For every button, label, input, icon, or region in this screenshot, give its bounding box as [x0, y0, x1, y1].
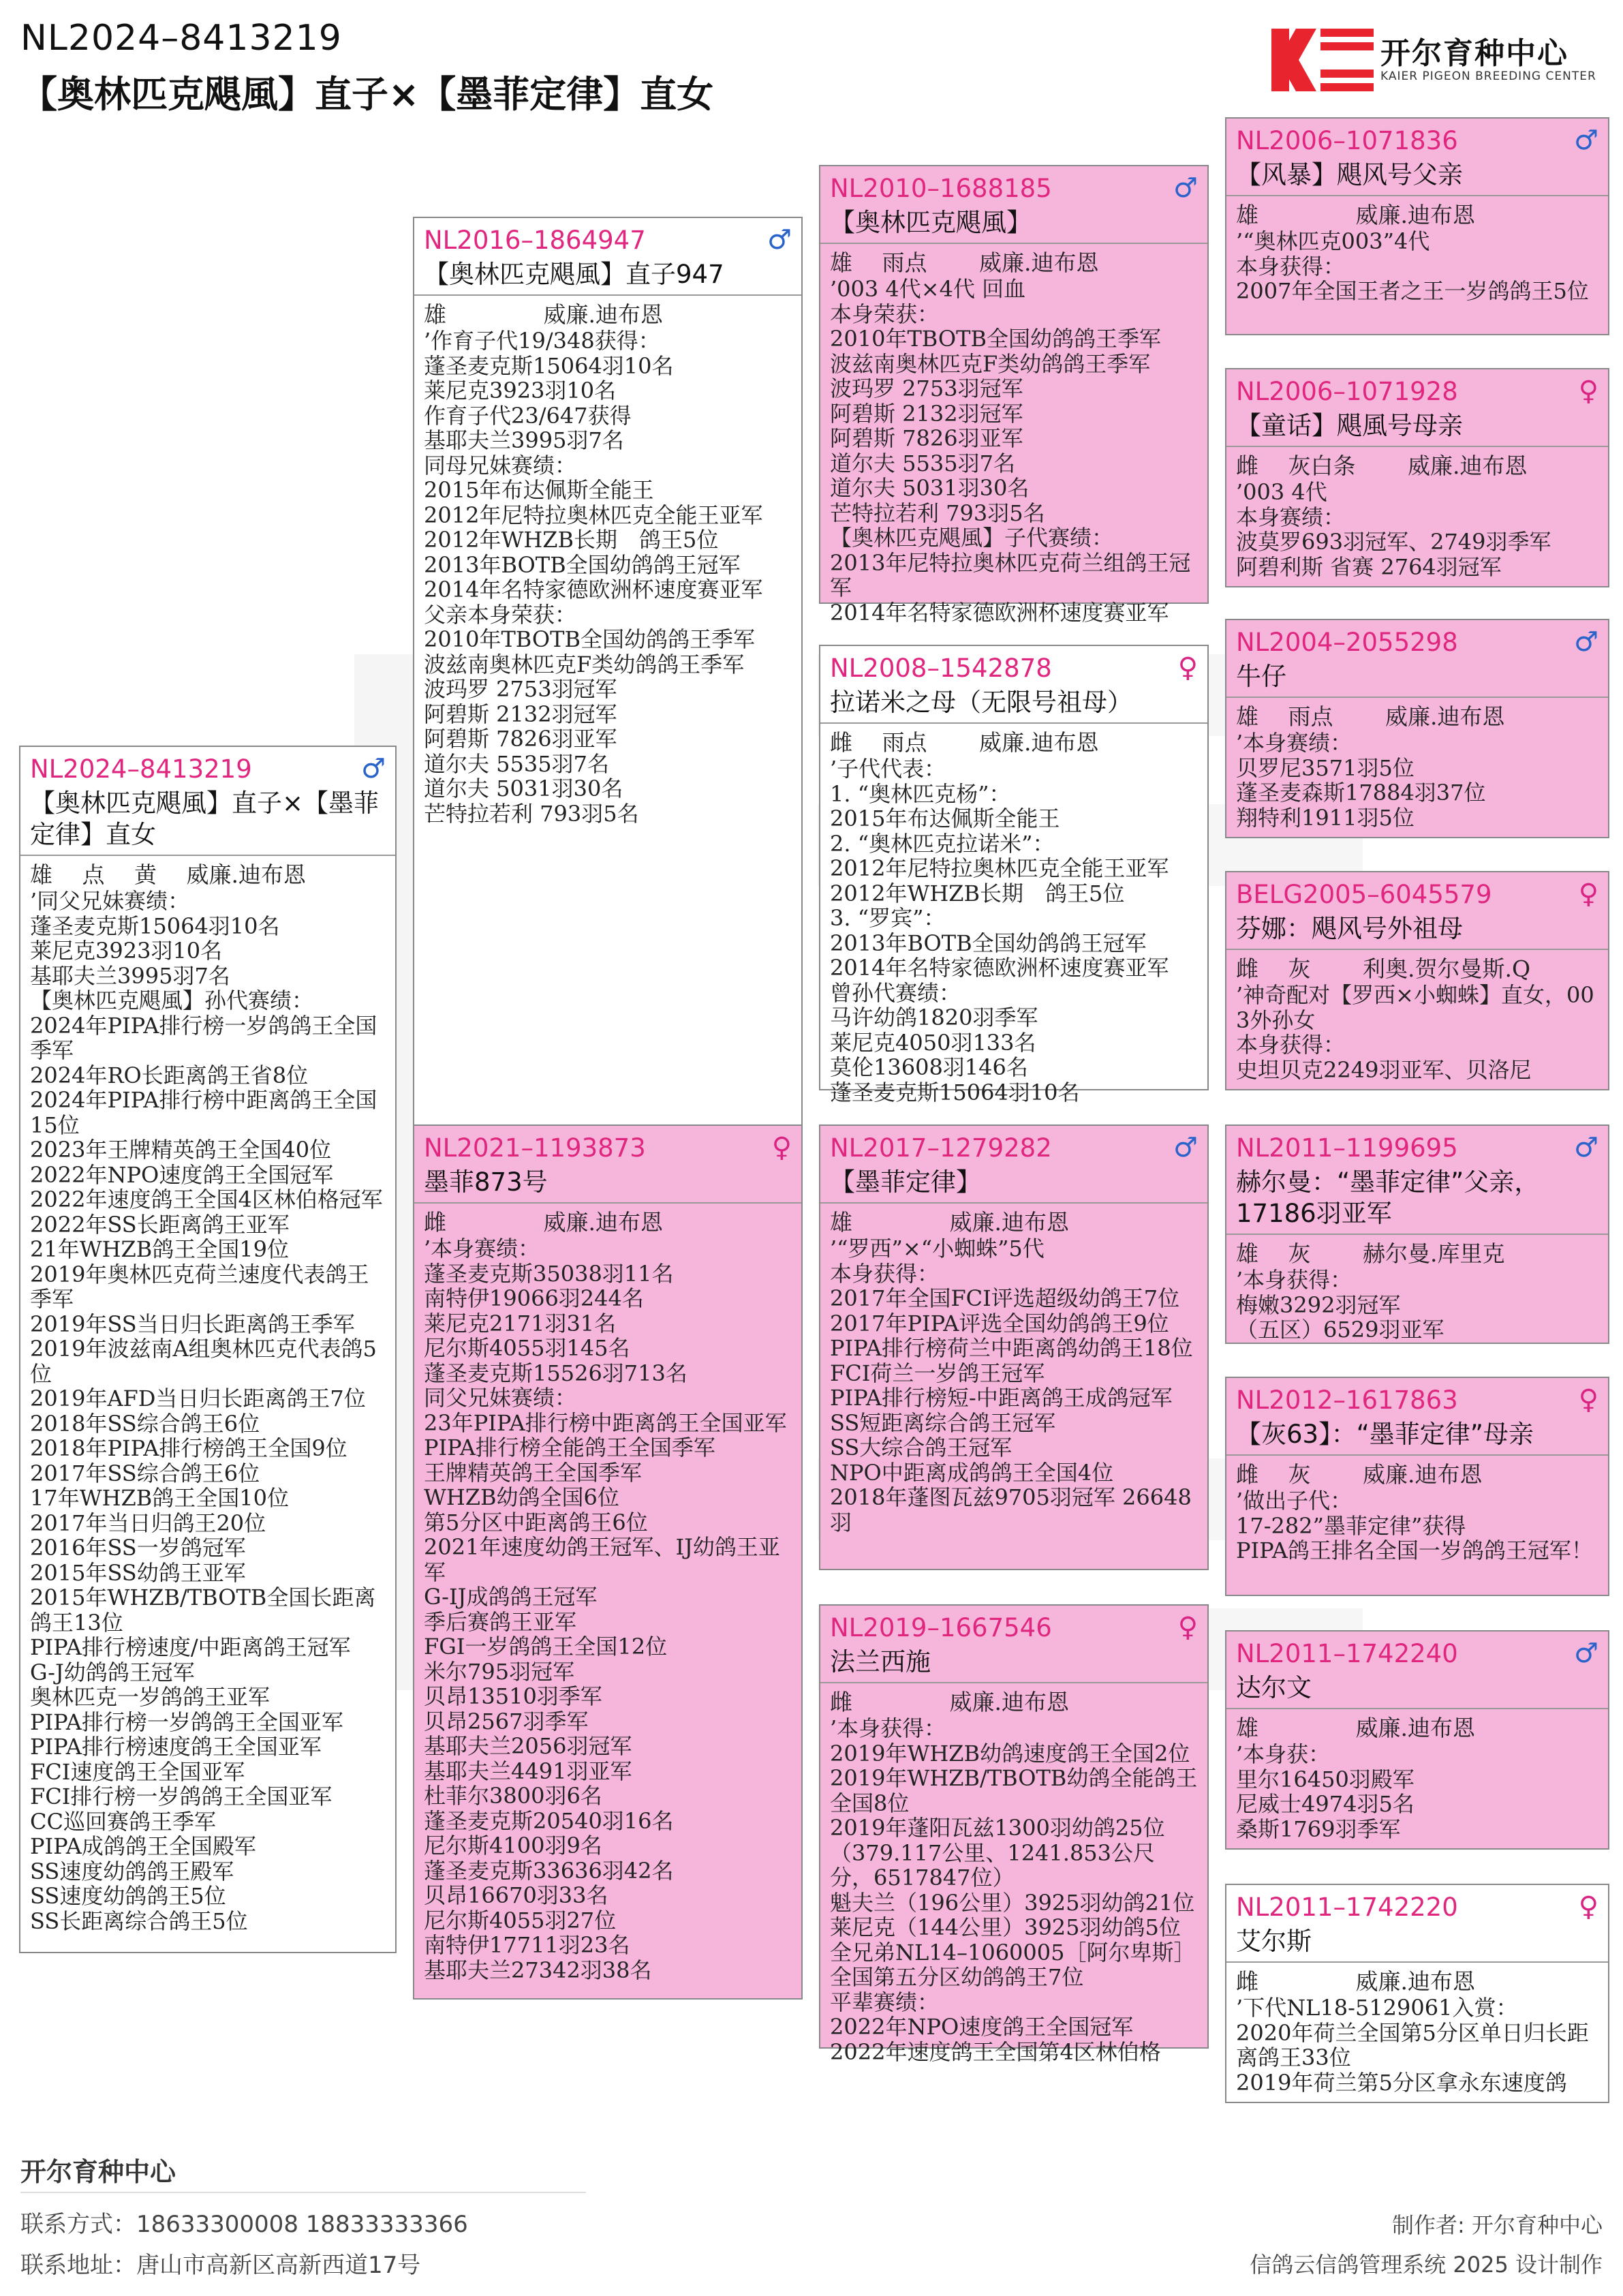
achievement-line: 2014年名特家德欧洲杯速度赛亚军 [830, 955, 1169, 981]
card-sire [413, 217, 803, 1167]
dsd-ring: NL2012–1617863 [1236, 1386, 1458, 1415]
footer-system: 信鸽云信鸽管理系统 2025 设计制作 [1250, 2252, 1603, 2278]
achievement-line: 基耶夫兰27342羽38名 [424, 1957, 652, 1983]
achievement-line: ’本身赛绩： [1236, 730, 1352, 756]
ssd-achievements [1226, 478, 1608, 585]
achievement-line: 2016年SS一岁鸽冠军 [30, 1535, 246, 1561]
achievement-line: 17-282”墨菲定律”获得 [1236, 1512, 1466, 1539]
achievement-line: FCI速度鸽王全国亚军 [30, 1758, 245, 1785]
achievement-line: 2014年名特家德欧洲杯速度赛亚军 [830, 599, 1169, 626]
achievement-line: 本身荣获： [830, 301, 940, 327]
achievement-line: 2022年SS长距离鸽王亚军 [30, 1211, 290, 1238]
ddd-name: 艾尔斯 [1236, 1927, 1312, 1956]
achievement-line: 蓬圣麦森斯17884羽37位 [1236, 780, 1486, 806]
achievement-line: 蓬圣麦克斯35038羽11名 [424, 1260, 674, 1287]
achievement-line: ’本身赛绩： [424, 1236, 540, 1261]
footer-contact [20, 2205, 468, 2239]
achievement-line: 尼威士4974羽5名 [1236, 1791, 1415, 1817]
ssd-name: 【童话】飓風号母亲 [1236, 411, 1463, 440]
achievement-line: ’003 4代 [1236, 479, 1327, 505]
achievement-line: PIPA排行榜短-中距离鸽王成鸽冠军 [830, 1385, 1173, 1411]
achievement-line: 2018年SS综合鸽王6位 [30, 1410, 260, 1437]
subject-meta: 雄 点 黄 威廉.迪布恩 [30, 861, 306, 888]
male-symbol-icon: ♂ [1173, 1132, 1198, 1163]
achievement-line: 莱尼克4050羽133名 [830, 1029, 1036, 1056]
achievement-line: 阿碧利斯 省赛 2764羽冠军 [1236, 553, 1502, 580]
sd-ring: NL2008–1542878 [830, 654, 1052, 683]
sss-ring: NL2006–1071836 [1236, 126, 1458, 155]
sss-name: 【风暴】飓风号父亲 [1236, 160, 1463, 189]
dam-ring: NL2021–1193873 [424, 1133, 646, 1163]
achievement-line: 2012年WHZB长期 鸽王5位 [424, 527, 719, 553]
achievement-line: 2022年NPO速度鸽王全国冠军 [830, 2014, 1134, 2040]
card-dam-dam [819, 1604, 1209, 2065]
achievement-line: 奥林匹克一岁鸽鸽王亚军 [30, 1684, 270, 1710]
footer-maker: 制作者: 开尔育种中心 [1392, 2212, 1603, 2238]
achievement-line: 2019年蓬阳瓦兹1300羽幼鸽25位（379.117公里、1241.853公尺分，6517847位） [830, 1815, 1165, 1891]
ss-name: 【奥林匹克飓風】 [830, 208, 1032, 237]
pedigree-title: 【奥林匹克飓風】直子×【墨菲定律】直女 [20, 73, 714, 116]
dss-ring: NL2011–1199695 [1236, 1133, 1458, 1163]
achievement-line: 2014年名特家德欧洲杯速度赛亚军 [424, 577, 763, 602]
achievement-line: 尼尔斯4100羽9名 [424, 1833, 602, 1858]
achievement-line: 本身获得： [1236, 253, 1346, 279]
achievement-line: 贝昂13510羽季军 [424, 1683, 602, 1709]
achievement-line: ’本身获得： [1236, 1267, 1352, 1293]
card-sds [1225, 619, 1609, 838]
achievement-line: ’作育子代19/348获得： [424, 328, 660, 354]
achievement-line: （五区）6529羽亚军 [1236, 1317, 1444, 1343]
pedigree-ring-number: NL2024–8413219 [20, 18, 342, 59]
ss-meta: 雄 雨点 威廉.迪布恩 [830, 249, 1099, 276]
sdd-meta: 雌 灰 利奥.贺尔曼斯.Q [1236, 955, 1531, 982]
achievement-line: 2019年WHZB/TBOTB幼鸽全能鸽王全国8位 [830, 1765, 1198, 1816]
card-sss [1225, 117, 1609, 335]
achievement-line: 蓬圣麦克斯15064羽10名 [830, 1079, 1080, 1105]
achievement-line: 阿碧斯 2132羽冠军 [424, 701, 617, 727]
achievement-line: 阿碧斯 7826羽亚军 [830, 425, 1023, 451]
achievement-line: 全兄弟NL14–1060005［阿尔卑斯］全国第五分区幼鸽鸽王7位 [830, 1939, 1196, 1990]
achievement-line: PIPA排行榜一岁鸽鸽王全国亚军 [30, 1709, 343, 1735]
achievement-line: 本身赛绩： [1236, 504, 1346, 530]
female-symbol-icon: ♀ [1177, 652, 1198, 684]
footer-address [20, 2246, 420, 2280]
achievement-line: 2019年AFD当日归长距离鸽王7位 [30, 1386, 366, 1411]
achievement-line: 2015年布达佩斯全能王 [424, 477, 654, 503]
sd-name: 拉诺米之母（无限号祖母） [830, 688, 1132, 717]
achievement-line: 季后赛鸽王亚军 [424, 1608, 577, 1635]
achievement-line: 莫伦13608羽146名 [830, 1054, 1028, 1080]
achievement-line: 贝昂16670羽33名 [424, 1882, 608, 1908]
ds-achievements [820, 1235, 1207, 1540]
achievement-line: SS大综合鸽王冠军 [830, 1435, 1013, 1460]
achievement-line: FCI荷兰一岁鸽王冠军 [830, 1360, 1045, 1386]
achievement-line: 17年WHZB鸽王全国10位 [30, 1485, 289, 1511]
ddd-achievements [1226, 1994, 1608, 2100]
male-symbol-icon: ♂ [1173, 172, 1198, 204]
dsd-achievements [1226, 1487, 1608, 1569]
dd-achievements [820, 1715, 1207, 2070]
achievement-line: 蓬圣麦克斯15064羽10名 [424, 352, 674, 379]
achievement-line: 2019年波兹南A组奥林匹克代表鸽5位 [30, 1336, 377, 1387]
achievement-line: 尼尔斯4055羽145名 [424, 1335, 630, 1361]
achievement-line: 23年PIPA排行榜中距离鸽王全国亚军 [424, 1409, 787, 1436]
achievement-line: 【奥林匹克飓風】子代赛绩： [830, 525, 1114, 551]
achievement-line: ’同父兄妹赛绩： [30, 888, 190, 914]
dds-meta: 雄 威廉.迪布恩 [1236, 1715, 1475, 1741]
achievement-line: NPO中距离成鸽鸽王全国4位 [830, 1459, 1114, 1486]
achievement-line: WHZB幼鸽全国6位 [424, 1484, 619, 1510]
achievement-line: 2010年TBOTB全国幼鸽鸽王季军 [830, 326, 1161, 352]
achievement-line: 莱尼克2171羽31名 [424, 1310, 617, 1336]
sire-achievements [414, 327, 801, 831]
achievement-line: 2010年TBOTB全国幼鸽鸽王季军 [424, 626, 755, 652]
achievement-line: 波玛罗 2753羽冠军 [424, 676, 617, 702]
achievement-line: 2. “奥林匹克拉诺米”： [830, 830, 1055, 857]
card-dam-sire [819, 1124, 1209, 1570]
achievement-line: 2020年荷兰全国第5分区单日归长距离鸽王33位 [1236, 2019, 1589, 2070]
achievement-line: 莱尼克（144公里）3925羽幼鸽5位 [830, 1914, 1181, 1940]
achievement-line: 2024年RO长距离鸽王省8位 [30, 1062, 309, 1088]
achievement-line: ’“奥林匹克003”4代 [1236, 228, 1430, 254]
achievement-line: PIPA排行榜速度鸽王全国亚军 [30, 1734, 322, 1760]
achievement-line: 波玛罗 2753羽冠军 [830, 376, 1023, 401]
dss-name: 赫尔曼：“墨菲定律”父亲，17186羽亚军 [1236, 1167, 1540, 1228]
achievement-line: 同母兄妹赛绩： [424, 452, 577, 478]
achievement-line: ’做出子代： [1236, 1488, 1352, 1514]
achievement-line: 贝昂2567羽季军 [424, 1708, 589, 1734]
achievement-line: 父亲本身荣获： [424, 601, 577, 628]
card-sdd [1225, 871, 1609, 1090]
achievement-line: 蓬圣麦克斯20540羽16名 [424, 1807, 674, 1834]
achievement-line: PIPA排行榜荷兰中距离鸽幼鸽王18位 [830, 1335, 1193, 1361]
contact-label: 联系方式： [20, 2211, 136, 2238]
achievement-line: 3. “罗宾”： [830, 905, 946, 931]
achievement-line: ’本身获： [1236, 1741, 1331, 1767]
achievement-line: 2013年尼特拉奥林匹克荷兰组鸽王冠军 [830, 549, 1191, 600]
achievement-line: 1. “奥林匹克杨”： [830, 780, 1011, 807]
achievement-line: 2019年WHZB幼鸽速度鸽王全国2位 [830, 1740, 1190, 1766]
footer-divider [20, 2192, 586, 2193]
achievement-line: 米尔795羽冠军 [424, 1658, 575, 1685]
achievement-line: 2022年速度鸽王全国第4区林伯格 [830, 2038, 1161, 2065]
achievement-line: 2007年全国王者之王一岁鸽鸽王5位 [1236, 278, 1589, 304]
dsd-name: 【灰63】：“墨菲定律”母亲 [1236, 1420, 1534, 1449]
achievement-line: 道尔夫 5535羽7名 [830, 450, 1015, 476]
achievement-line: 2018年蓬图瓦兹9705羽冠军 26648羽 [830, 1484, 1192, 1535]
female-symbol-icon: ♀ [1578, 1891, 1598, 1923]
dss-achievements [1226, 1266, 1608, 1348]
dam-name: 墨菲873号 [424, 1167, 548, 1197]
achievement-line: 芒特拉若利 793羽5名 [830, 500, 1045, 526]
achievement-line: PIPA排行榜速度/中距离鸽王冠军 [30, 1634, 351, 1660]
achievement-line: 道尔夫 5031羽30名 [830, 475, 1030, 501]
achievement-line: FGI一岁鸽鸽王全国12位 [424, 1634, 668, 1659]
achievement-line: 莱尼克3923羽10名 [30, 938, 223, 964]
achievement-line: 基耶夫兰4491羽亚军 [424, 1758, 632, 1784]
achievement-line: 梅嫩3292羽冠军 [1236, 1291, 1401, 1318]
card-dsd [1225, 1377, 1609, 1596]
achievement-line: FCI排行榜一岁鸽鸽王全国亚军 [30, 1784, 333, 1809]
female-symbol-icon: ♀ [1578, 376, 1598, 407]
sdd-ring: BELG2005–6045579 [1236, 880, 1492, 909]
achievement-line: 2017年当日归鸽王20位 [30, 1510, 266, 1536]
dam-meta: 雌 威廉.迪布恩 [424, 1209, 663, 1236]
card-ddd [1225, 1884, 1609, 2103]
achievement-line: 21年WHZB鸽王全国19位 [30, 1236, 289, 1262]
achievement-line: 2024年PIPA排行榜一岁鸽鸽王全国季军 [30, 1012, 377, 1063]
achievement-line: 蓬圣麦克斯33636羽42名 [424, 1857, 674, 1884]
achievement-line: PIPA排行榜全能鸽王全国季军 [424, 1435, 715, 1460]
achievement-line: 曾孙代赛绩： [830, 979, 961, 1006]
sds-meta: 雄 雨点 威廉.迪布恩 [1236, 703, 1505, 730]
male-symbol-icon: ♂ [1574, 626, 1598, 658]
ddd-meta: 雌 威廉.迪布恩 [1236, 1968, 1475, 1995]
dss-meta: 雄 灰 赫尔曼.库里克 [1236, 1240, 1505, 1267]
achievement-line: 2019年SS当日归长距离鸽王季军 [30, 1311, 355, 1337]
card-dss [1225, 1124, 1609, 1344]
footer-company: 开尔育种中心 [20, 2157, 176, 2187]
female-symbol-icon: ♀ [1177, 1612, 1198, 1643]
ds-meta: 雄 威廉.迪布恩 [830, 1209, 1069, 1236]
achievement-line: 2021年速度幼鸽王冠军、IJ幼鸽王亚军 [424, 1534, 780, 1585]
kaier-logo [1271, 26, 1605, 94]
achievement-line: 阿碧斯 7826羽亚军 [424, 726, 617, 752]
dsd-meta: 雌 灰 威廉.迪布恩 [1236, 1461, 1483, 1488]
dds-achievements [1226, 1741, 1608, 1847]
sss-meta: 雄 威廉.迪布恩 [1236, 202, 1475, 228]
sdd-achievements [1226, 981, 1608, 1088]
achievement-line: ’003 4代×4代 回血 [830, 276, 1026, 302]
achievement-line: 基耶夫兰3995羽7名 [30, 962, 230, 989]
achievement-line: 作育子代23/647获得 [424, 402, 632, 429]
achievement-line: ’“罗西”×“小蜘蛛”5代 [830, 1236, 1045, 1261]
address-label: 联系地址： [20, 2252, 136, 2279]
achievement-line: 翔特利1911羽5位 [1236, 804, 1415, 831]
sds-achievements [1226, 729, 1608, 836]
sds-ring: NL2004–2055298 [1236, 628, 1458, 657]
achievement-line: 波兹南奥林匹克F类幼鸽鸽王季军 [830, 350, 1151, 377]
achievement-line: 2022年NPO速度鸽王全国冠军 [30, 1161, 334, 1188]
achievement-line: 马许幼鸽1820羽季军 [830, 1005, 1038, 1030]
achievement-line: 本身获得： [830, 1260, 940, 1287]
ds-name: 【墨菲定律】 [830, 1167, 981, 1197]
achievement-line: 【奥林匹克飓風】孙代赛绩： [30, 988, 314, 1013]
achievement-line: 同父兄妹赛绩： [424, 1385, 577, 1411]
achievement-line: G-J幼鸽鸽王冠军 [30, 1659, 195, 1685]
achievement-line: 2015年布达佩斯全能王 [830, 806, 1060, 831]
achievement-line: 道尔夫 5535羽7名 [424, 750, 609, 777]
male-symbol-icon: ♂ [767, 224, 792, 256]
achievement-line: 南特伊17711羽23名 [424, 1932, 630, 1958]
achievement-line: SS短距离综合鸽王冠军 [830, 1409, 1056, 1436]
dds-name: 达尔文 [1236, 1673, 1312, 1702]
card-sire-dam [819, 645, 1209, 1105]
achievement-line: PIPA成鸽鸽王全国殿军 [30, 1833, 256, 1859]
achievement-line: 南特伊19066羽244名 [424, 1285, 644, 1311]
achievement-line: 2024年PIPA排行榜中距离鸽王全国15位 [30, 1087, 377, 1138]
achievement-line: 本身获得： [1236, 1032, 1346, 1058]
dd-ring: NL2019–1667546 [830, 1613, 1052, 1642]
sire-name: 【奥林匹克飓風】直子947 [424, 260, 724, 289]
subject-achievements [20, 887, 395, 1939]
card-ssd [1225, 368, 1609, 587]
achievement-line: 2019年奥林匹克荷兰速度代表鸽王季军 [30, 1261, 369, 1312]
achievement-line: 阿碧斯 2132羽冠军 [830, 400, 1023, 427]
achievement-line: 贝罗尼3571羽5位 [1236, 754, 1415, 781]
achievement-line: ’神奇配对【罗西×小蜘蛛】直女，003外孙女 [1236, 982, 1594, 1033]
achievement-line: 蓬圣麦克斯15526羽713名 [424, 1360, 687, 1386]
achievement-line: SS长距离综合鸽王5位 [30, 1908, 248, 1934]
achievement-line: 波兹南奥林匹克F类幼鸽鸽王季军 [424, 651, 745, 677]
achievement-line: PIPA鸽王排名全国一岁鸽鸽王冠军！ [1236, 1537, 1593, 1563]
ss-achievements [820, 275, 1207, 630]
sd-achievements [820, 755, 1207, 1110]
achievement-line: 2017年PIPA评选全国幼鸽鸽王9位 [830, 1310, 1169, 1336]
achievement-line: ’子代代表： [830, 756, 946, 782]
achievement-line: 平辈赛绩： [830, 1989, 940, 2015]
achievement-line: 王牌精英鸽王全国季军 [424, 1459, 643, 1486]
ddd-ring: NL2011–1742220 [1236, 1893, 1458, 1922]
logo-name-en: KAIER PIGEON BREEDING CENTER [1380, 70, 1596, 83]
subject-ring: NL2024–8413219 [30, 754, 252, 784]
card-sire-sire [819, 165, 1209, 626]
achievement-line: 芒特拉若利 793羽5名 [424, 800, 639, 827]
card-dam [413, 1124, 803, 2000]
achievement-line: 史坦贝克2249羽亚军、贝洛尼 [1236, 1056, 1532, 1083]
achievement-line: 2023年王牌精英鸽王全国40位 [30, 1137, 332, 1163]
achievement-line: 2017年全国FCI评选超级幼鸽王7位 [830, 1285, 1180, 1311]
achievement-line: 2012年尼特拉奥林匹克全能王亚军 [424, 502, 763, 528]
card-subject [19, 746, 397, 1953]
achievement-line: SS速度幼鸽鸽王殿军 [30, 1858, 234, 1884]
female-symbol-icon: ♀ [1578, 878, 1598, 910]
male-symbol-icon: ♂ [1574, 1638, 1598, 1669]
achievement-line: CC巡回赛鸽王季军 [30, 1808, 216, 1835]
achievement-line: ’下代NL18-5129061入赏： [1236, 1995, 1518, 2021]
achievement-line: 基耶夫兰3995羽7名 [424, 427, 624, 453]
achievement-line: 道尔夫 5031羽30名 [424, 776, 623, 801]
ssd-ring: NL2006–1071928 [1236, 377, 1458, 406]
logo-name-cn: 开尔育种中心 [1380, 36, 1568, 71]
achievement-line: 2015年SS幼鸽王亚军 [30, 1559, 246, 1586]
address-value: 唐山市高新区高新西道17号 [136, 2252, 421, 2279]
achievement-line: 杜菲尔3800羽6名 [424, 1783, 602, 1809]
male-symbol-icon: ♂ [361, 753, 386, 784]
card-dds [1225, 1630, 1609, 1850]
achievement-line: G-IJ成鸽鸽王冠军 [424, 1584, 598, 1610]
dds-ring: NL2011–1742240 [1236, 1639, 1458, 1668]
sire-ring: NL2016–1864947 [424, 226, 646, 255]
achievement-line: 莱尼克3923羽10名 [424, 378, 617, 403]
dd-meta: 雌 威廉.迪布恩 [830, 1689, 1069, 1715]
achievement-line: 波莫罗693羽冠军、2749羽季军 [1236, 529, 1551, 555]
achievement-line: 尼尔斯4055羽27位 [424, 1907, 617, 1933]
sd-meta: 雌 雨点 威廉.迪布恩 [830, 729, 1099, 756]
female-symbol-icon: ♀ [771, 1132, 792, 1163]
dam-achievements [414, 1235, 801, 1988]
achievement-line: 基耶夫兰2056羽冠军 [424, 1733, 632, 1759]
ss-ring: NL2010–1688185 [830, 174, 1052, 203]
achievement-line: 2013年BOTB全国幼鸽鸽王冠军 [830, 930, 1147, 956]
ssd-meta: 雌 灰白条 威廉.迪布恩 [1236, 453, 1528, 479]
achievement-line: 蓬圣麦克斯15064羽10名 [30, 913, 280, 939]
achievement-line: 2013年BOTB全国幼鸽鸽王冠军 [424, 551, 741, 578]
achievement-line: 2022年速度鸽王全国4区林伯格冠军 [30, 1187, 383, 1212]
achievement-line: 桑斯1769羽季军 [1236, 1816, 1401, 1842]
sire-meta: 雄 威廉.迪布恩 [424, 301, 663, 328]
achievement-line: 2012年WHZB长期 鸽王5位 [830, 880, 1125, 906]
sdd-name: 芬娜：飓风号外祖母 [1236, 914, 1463, 943]
sds-name: 牛仔 [1236, 662, 1286, 691]
achievement-line: 2019年荷兰第5分区拿永东速度鸽 [1236, 2069, 1567, 2096]
achievement-line: 2012年尼特拉奥林匹克全能王亚军 [830, 855, 1169, 881]
achievement-line: SS速度幼鸽鸽王5位 [30, 1883, 226, 1909]
contact-value: 18633300008 18833333366 [136, 2211, 468, 2238]
male-symbol-icon: ♂ [1574, 125, 1598, 156]
sss-achievements [1226, 228, 1608, 309]
achievement-line: 2018年PIPA排行榜鸽王全国9位 [30, 1435, 347, 1461]
achievement-line: 魁夫兰（196公里）3925羽幼鸽21位 [830, 1889, 1195, 1916]
ds-ring: NL2017–1279282 [830, 1133, 1052, 1163]
achievement-line: 第5分区中距离鸽王6位 [424, 1509, 648, 1535]
achievement-line: 2017年SS综合鸽王6位 [30, 1460, 260, 1486]
kaier-logo-mark-icon [1271, 29, 1374, 91]
male-symbol-icon: ♂ [1574, 1132, 1598, 1163]
achievement-line: 里尔16450羽殿军 [1236, 1766, 1415, 1792]
female-symbol-icon: ♀ [1578, 1384, 1598, 1415]
dd-name: 法兰西施 [830, 1647, 931, 1677]
achievement-line: ’本身获得： [830, 1715, 946, 1741]
achievement-line: 2015年WHZB/TBOTB全国长距离鸽王13位 [30, 1585, 376, 1636]
subject-name: 【奥林匹克飓風】直子×【墨菲定律】直女 [30, 789, 380, 849]
